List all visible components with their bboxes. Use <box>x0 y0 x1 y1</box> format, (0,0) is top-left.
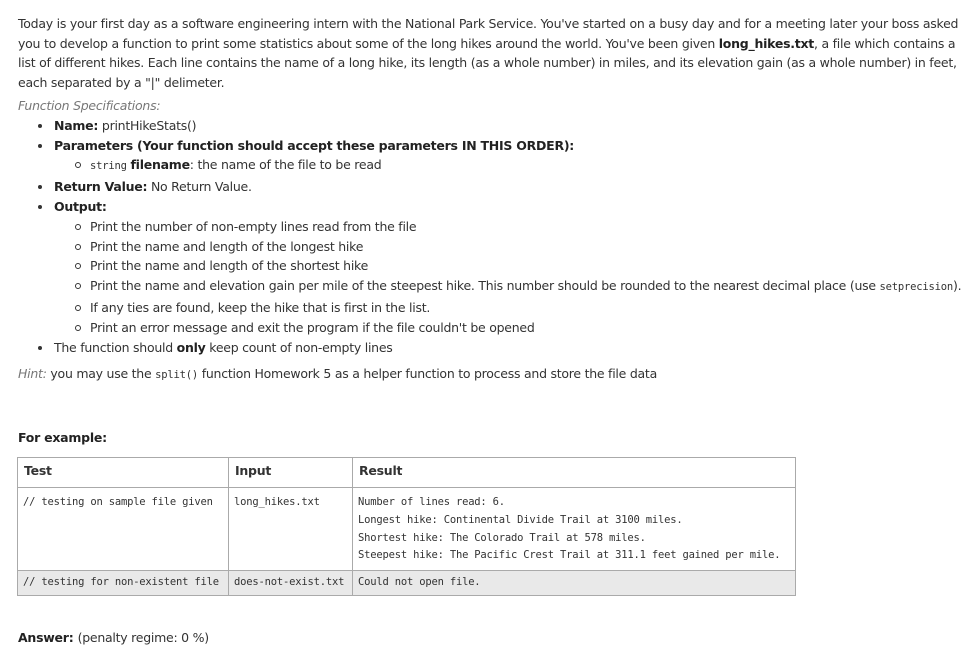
example-table <box>17 457 796 596</box>
penalty-regime: (penalty regime: 0 %) <box>77 630 209 645</box>
header-result: Result <box>353 458 796 488</box>
params-list <box>54 155 963 177</box>
spec-heading: Function Specifications: <box>18 98 161 114</box>
header-test: Test <box>18 458 229 488</box>
output-item: Print the name and length of the longest hike <box>90 237 963 257</box>
spec-return: Return Value: No Return Value. <box>54 177 963 197</box>
intro-filename: long_hikes.txt <box>718 35 815 51</box>
cell-test: // testing for non-existent file <box>18 571 229 596</box>
output-item: Print the name and length of the shortest hike <box>90 256 963 276</box>
cell-test: // testing on sample file given <box>18 488 229 571</box>
intro-paragraph <box>18 14 963 92</box>
output-list <box>54 217 963 338</box>
table-row <box>18 488 796 571</box>
cell-result: Could not open file. <box>353 571 796 596</box>
table-header-row <box>18 458 796 488</box>
question-text <box>18 14 963 385</box>
cell-input: long_hikes.txt <box>229 488 353 571</box>
header-input: Input <box>229 458 353 488</box>
hint: Hint: you may use the split() function Homework 5 as a helper function to process and store the file data <box>18 366 657 382</box>
intro-text: Today is your first day as a software engineering intern with the National Park Service. You've started on a busy day and for a meeting later your boss asked you to develop a function to print some statistics about some of the long hikes around the world. You've been given <box>18 16 959 51</box>
table-row <box>18 571 796 596</box>
param-filename: string filename: the name of the file to be read <box>90 155 963 177</box>
example-label: For example: <box>18 430 107 445</box>
spec-list <box>18 116 963 358</box>
cell-input: does-not-exist.txt <box>229 571 353 596</box>
output-item: If any ties are found, keep the hike that is first in the list. <box>90 298 963 318</box>
answer-label: Answer: (penalty regime: 0 %) <box>18 630 209 645</box>
spec-output: Output: Print the number of non-empty lines read from the file Print the name and length of the longest hike Print the name and length of the shortest hike Print the name and elevation gain per mile of the steepest hike. This number should be rounded to the nearest decimal place (use setprecision). If any ties are found, keep the hike that is first in the list. Print an error message and exit the program if the file couldn't be opened <box>54 197 963 338</box>
spec-count-note: The function should only keep count of non-empty lines <box>54 338 963 358</box>
spec-name: Name: printHikeStats() <box>54 116 963 136</box>
spec-params: Parameters (Your function should accept these parameters IN THIS ORDER): string filename: the name of the file to be read <box>54 136 963 178</box>
output-item-steepest: Print the name and elevation gain per mile of the steepest hike. This number should be rounded to the nearest decimal place (use setprecision). <box>90 276 963 298</box>
output-item: Print an error message and exit the program if the file couldn't be opened <box>90 318 963 338</box>
cell-result: Number of lines read: 6. Longest hike: Continental Divide Trail at 3100 miles. Shortest hike: The Colorado Trail at 578 miles. Steepest hike: The Pacific Crest Trail at 311.1 feet gained per mile. <box>353 488 796 571</box>
output-item: Print the number of non-empty lines read from the file <box>90 217 963 237</box>
intro-text-end: , a file which contains a list of different hikes. Each line contains the name of a long hike, its length (as a whole number) in miles, and its elevation gain (as a whole number) in feet, each separated by a "|" delimeter. <box>18 35 957 90</box>
